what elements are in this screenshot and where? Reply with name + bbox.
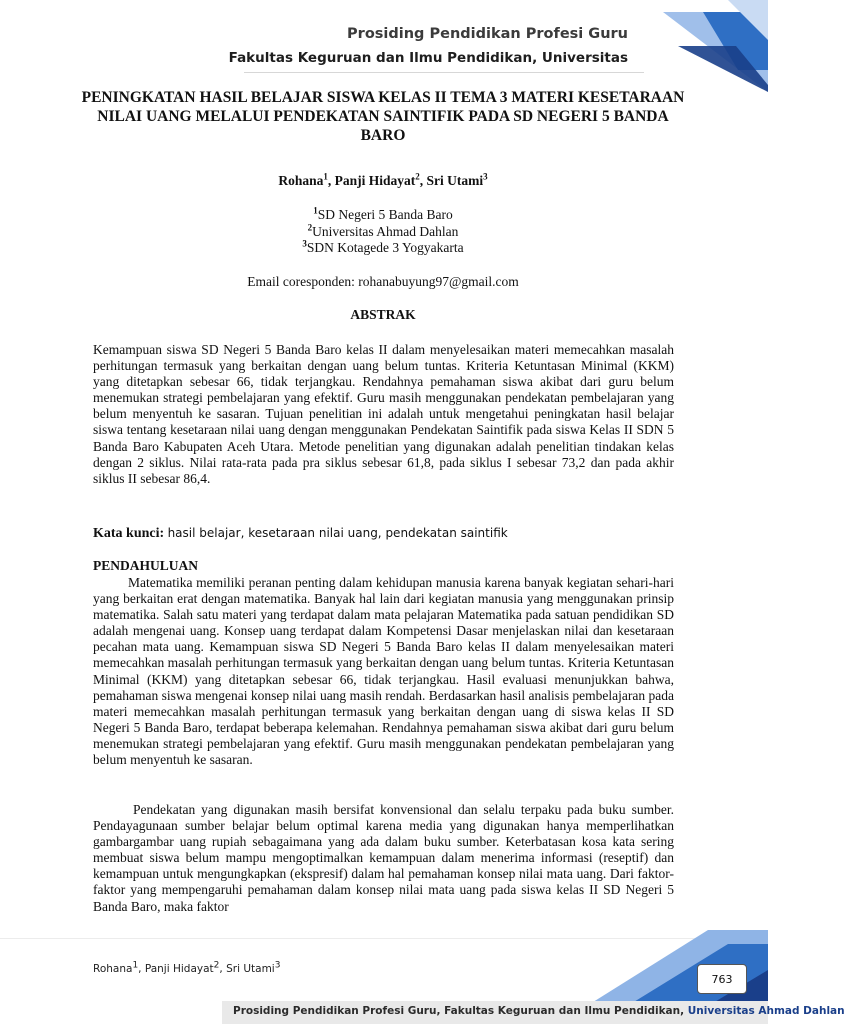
abstract-text: Kemampuan siswa SD Negeri 5 Banda Baro kelas II dalam menyelesaikan materi memecahkan masalah perhitungan termasuk yang berkaitan dengan uang belum tuntas. Kriteria Ketuntasan Minimal (KKM) yang ditetapkan sebesar 66, tidak terjangkau. Rendahnya pemahaman siswa akibat dari guru belum menemukan strategi pembelajaran yang efektif. Guru masih menggunakan pendekatan pembelajaran yang belum menyentuh ke sasaran. Tujuan penelitian ini adalah untuk mengetahui peningkatan hasil belajar siswa tentang kesetaraan nilai uang dengan menggunakan Pendekatan Saintifik pada siswa Kelas II SDN 5 Banda Baro Kabupaten Aceh Utara. Metode penelitian yang digunakan adalah penelitian tindakan kelas dengan 2 siklus. Nilai rata-rata pada pra siklus sebesar 61,8, pada siklus I sebesar 73,2 dan pada akhir siklus II sebesar 86,4. <box>93 342 674 486</box>
affiliation-item <box>80 207 686 224</box>
author-separator: , <box>419 173 427 188</box>
intro-paragraph-2: Pendekatan yang digunakan masih bersifat konvensional dan selalu terpaku pada buku sumber. Pendayagunaan sumber belajar belum optimal karena media yang digunakan hanya memperlihatkan gambargambar uang rupiah sebagaimana yang ada dalam buku sumber. Keterbatasan kosa kata sering membuat siswa belum mampu mengoptimalkan kemampuan dalam menerima informasi (reseptif) dan kemampuan untuk mengungkapkan (ekspresif) dalam hal pemahaman konsep nilai mata uang. Dari faktor-faktor yang mempengaruhi pemahaman dalam konsep nilai mata uang pada siswa kelas II SD Negeri 5 Banda Baro, maka faktor <box>93 802 674 914</box>
affiliation-superscript: 2 <box>307 222 313 232</box>
keywords-text: hasil belajar, kesetaraan nilai uang, pendekatan saintifik <box>167 526 508 540</box>
author-name: Rohana <box>278 173 324 188</box>
footer-author-list <box>93 960 281 975</box>
affiliation-superscript: 3 <box>302 238 307 249</box>
affiliation-superscript: 1 <box>313 205 318 216</box>
author-name: Rohana <box>93 963 133 975</box>
abstract-heading: ABSTRAK <box>350 307 416 322</box>
affiliation-text: SD Negeri 5 Banda Baro <box>317 207 453 222</box>
page-number: 763 <box>697 964 747 994</box>
affiliation-item <box>80 240 686 257</box>
header-subtitle: Fakultas Keguruan dan Ilmu Pendidikan, Universitas <box>228 50 628 66</box>
corresponding-email: Email coresponden: rohanabuyung97@gmail.com <box>247 274 519 289</box>
author-name: Sri Utami <box>226 963 275 975</box>
author-name: Panji Hidayat <box>144 963 214 975</box>
author-superscript: 1 <box>132 960 139 971</box>
author-superscript: 1 <box>323 171 328 182</box>
affiliation-item <box>80 224 686 241</box>
author-superscript: 3 <box>274 960 281 971</box>
keywords-label: Kata kunci: <box>93 526 165 541</box>
intro-paragraph-1: Matematika memiliki peranan penting dalam kehidupan manusia karena banyak kegiatan sehari-hari yang berkaitan erat dengan matematika. Banyak hal lain dari kegiatan manusia yang menggunakan prinsip matematika. Salah satu materi yang terdapat dalam mata pelajaran Matematika pada satuan pendidikan SD adalah mengenai uang. Konsep uang terdapat dalam Kompetensi Dasar menjelaskan nilai dan kesetaraan pecahan mata uang. Kemampuan siswa SD Negeri 5 Banda Baro kelas II dalam menyelesaikan materi memecahkan masalah perhitungan termasuk yang berkaitan dengan uang belum tuntas. Kriteria Ketuntasan Minimal (KKM) yang ditetapkan sebesar 66, tidak terjangkau. Hasil evaluasi menunjukkan bahwa, pemahaman siswa mengenai konsep nilai uang masih rendah. Berdasarkan hasil analisis pembelajaran pada materi memecahkan masalah perhitungan termasuk yang berkaitan dengan uang di siswa kelas II SD Negeri 5 Banda Baro, terdapat beberapa kelemahan. Rendahnya pemahaman siswa akibat dari guru belum menemukan strategi pembelajaran yang efektif. Guru masih menggunakan pendekatan pembelajaran yang belum menyentuh ke sasaran. <box>93 575 674 768</box>
author-separator: , <box>138 963 145 975</box>
author-list <box>80 173 686 189</box>
author-superscript: 3 <box>483 171 488 182</box>
affiliation-list <box>80 207 686 257</box>
author-separator: , <box>219 963 227 975</box>
footer-journal-name <box>233 1005 845 1017</box>
keywords <box>93 525 674 542</box>
author-name: Sri Utami <box>426 173 484 188</box>
author-name: Panji Hidayat <box>334 173 416 188</box>
section-heading: PENDAHULUAN <box>93 558 199 573</box>
author-superscript: 2 <box>213 960 220 971</box>
author-separator: , <box>327 173 335 188</box>
paper-title: PENINGKATAN HASIL BELAJAR SISWA KELAS II TEMA 3 MATERI KESETARAAN NILAI UANG MELALUI PENDEKATAN SAINTIFIK PADA SD NEGERI 5 BANDA BARO <box>81 89 685 144</box>
header-divider <box>244 72 644 73</box>
header-title: Prosiding Pendidikan Profesi Guru <box>347 26 628 42</box>
footer-journal-university: Universitas Ahmad Dahlan <box>684 1005 845 1017</box>
footer-journal-main: Prosiding Pendidikan Profesi Guru, Fakultas Keguruan dan Ilmu Pendidikan, <box>233 1005 685 1017</box>
affiliation-text: SDN Kotagede 3 Yogyakarta <box>306 240 464 255</box>
affiliation-text: Universitas Ahmad Dahlan <box>312 223 459 239</box>
author-superscript: 2 <box>415 171 420 182</box>
